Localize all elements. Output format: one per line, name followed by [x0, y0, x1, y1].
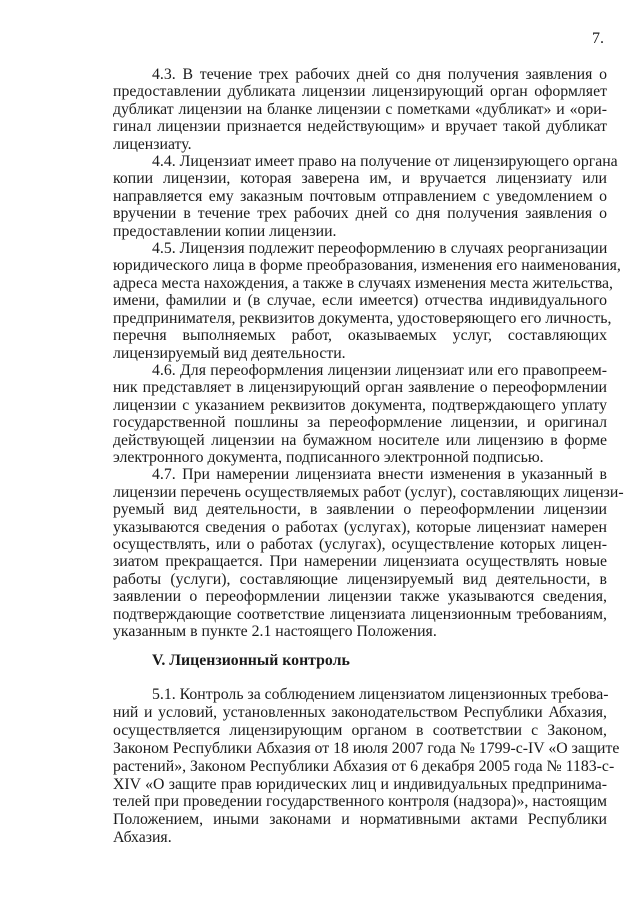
paragraph: [113, 362, 607, 466]
text-line: 4.4. Лицензиат имеет право на получение от лицензирующего органа: [152, 153, 618, 171]
text-line: заявлении о переоформлении лицензии также указываются сведения,: [113, 588, 607, 606]
text-line: вручении в течение трех рабочих дней со дня получения заявления о: [113, 205, 607, 223]
text-line: подтверждающие соответствие лицензиата лицензионным требованиям,: [113, 605, 607, 623]
paragraph: [113, 466, 624, 640]
paragraph: [113, 66, 607, 153]
text-line: работы (услуги), составляющие лицензируемый вид деятельности, в: [113, 570, 607, 588]
text-line: 4.5. Лицензия подлежит переоформлению в случаях реорганизации: [152, 240, 608, 258]
text-line: 5.1. Контроль за соблюдением лицензиатом лицензионных требова-: [152, 686, 609, 703]
text-line: адреса места нахождения, а также в случаях изменения места жительства,: [113, 274, 614, 292]
paragraph: [113, 686, 620, 847]
text-line: Положением, иными законами и нормативными актами Республики: [113, 811, 607, 829]
paragraph: [113, 240, 621, 362]
text-line: указанным в пункте 2.1 настоящего Положения.: [113, 623, 437, 640]
text-line: осуществлять, или о работах (услугах), осуществление которых лицен-: [113, 535, 607, 553]
text-line: государственной пошлины за переоформление лицензии, и оригинал: [113, 414, 607, 432]
text-line: действующей лицензии на бумажном носителе или лицензию в форме: [113, 431, 607, 449]
text-line: зиатом прекращается. При намерении лицензиата осуществлять новые: [113, 553, 607, 571]
text-line: электронного документа, подписанного электронной подписью.: [113, 448, 544, 466]
text-line: юридического лица в форме преобразования, изменения его наименования,: [113, 257, 621, 275]
text-line: 4.6. Для переоформления лицензии лицензиат или его правопреем-: [152, 361, 607, 379]
text-line: предоставлении дубликата лицензии лицензирующий орган оформляет: [113, 83, 607, 101]
text-line: 4.7. При намерении лицензиата внести изменения в указанный в: [152, 466, 607, 484]
page-number: 7.: [592, 30, 604, 47]
text-line: руемый вид деятельности, в заявлении о переоформлении лицензии: [113, 501, 607, 519]
text-line: имени, фамилии и (в случае, если имеется) отчества индивидуального: [113, 292, 607, 310]
text-line: ник представляет в лицензирующий орган заявление о переоформлении: [113, 379, 607, 397]
text-line: ний и условий, установленных законодательством Республики Абхазия,: [113, 703, 607, 721]
text-line: телей при проведении государственного контроля (надзора)», настоящим: [113, 793, 607, 811]
text-line: растений», Законом Республики Абхазия от 6 декабря 2005 года № 1183-с-: [113, 757, 615, 775]
text-line: гинал лицензии признается недействующим» и вручает такой дубликат: [113, 118, 607, 136]
text-line: осуществляется лицензирующим органом в соответствии с Законом,: [113, 721, 607, 739]
text-line: перечня выполняемых работ, оказываемых услуг, составляющих: [113, 327, 607, 345]
text-line: копии лицензии, которая заверена им, и вручается лицензиату или: [113, 170, 607, 188]
text-line: предоставлении копии лицензии.: [113, 222, 337, 240]
text-line: дубликат лицензии на бланке лицензии с пометками «дубликат» и «ори-: [113, 100, 607, 118]
text-line: Законом Республики Абхазия от 18 июля 2007 года № 1799-с-IV «О защите: [113, 739, 620, 757]
section-5-heading: V. Лицензионный контроль: [152, 652, 350, 669]
text-line: указываются сведения о работах (услугах), которые лицензиат намерен: [113, 518, 607, 536]
text-line: Абхазия.: [113, 829, 172, 847]
text-line: направляется ему заказным почтовым отправлением с уведомлением о: [113, 187, 607, 205]
text-line: XIV «О защите прав юридических лиц и индивидуальных предпринима-: [113, 775, 607, 793]
section-4-body: [113, 66, 624, 640]
text-line: лицензии с указанием реквизитов документа, подтверждающего уплату: [113, 396, 607, 414]
paragraph: [113, 153, 618, 240]
text-line: лицензии перечень осуществляемых работ (услуг), составляющих лицензи-: [113, 483, 624, 501]
section-5-body: [113, 686, 620, 847]
text-line: лицензиату.: [113, 135, 192, 153]
text-line: 4.3. В течение трех рабочих дней со дня получения заявления о: [152, 66, 607, 83]
text-line: предпринимателя, реквизитов документа, удостоверяющего его личность,: [113, 309, 612, 327]
text-line: лицензируемый вид деятельности.: [113, 344, 346, 362]
